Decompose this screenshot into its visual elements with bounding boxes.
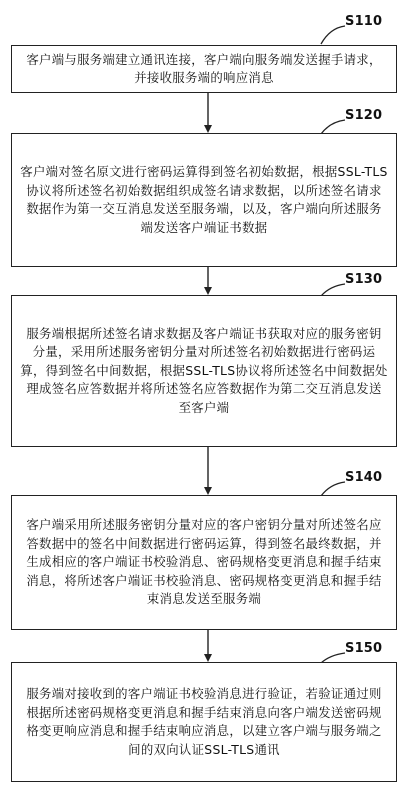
step-text-s110: 客户端与服务端建立通讯连接，客户端向服务端发送握手请求，并接收服务端的响应消息 xyxy=(26,51,382,85)
step-label-s150: S150 xyxy=(345,641,383,656)
step-text-s150: 服务端对接收到的客户端证书校验消息进行验证，若验证通过则根据所述密码规格变更消息和握手结束消息向客户端发送密码规格变更响应消息和握手结束响应消息，以建立客户端与服务端之间的双向认证SSL-TLS通讯 xyxy=(26,686,382,757)
step-text-s130: 服务端根据所述签名请求数据及客户端证书获取对应的服务密钥分量，采用所述服务密钥分量对所述签名初始数据进行密码运算，得到签名中间数据，根据SSL-TLS协议将所述签名中间数据处理成签名应答数据并将所述签名应答数据作为第二交互消息发送至客户端 xyxy=(20,325,388,415)
arrow-down-1 xyxy=(203,93,213,133)
step-text-s120: 客户端对签名原文进行密码运算得到签名初始数据，根据SSL-TLS协议将所述签名初始数据组织成签名请求数据，以所述签名请求数据作为第一交互消息发送至服务端，以及，客户端向所述服务端发送客户端证书数据 xyxy=(20,164,388,235)
step-box-s110 xyxy=(11,45,397,93)
step-box-s120 xyxy=(11,133,397,267)
arrow-down-4 xyxy=(203,630,213,662)
step-box-s140 xyxy=(11,495,397,630)
step-label-s120: S120 xyxy=(345,108,383,123)
leader-line-s110 xyxy=(318,24,348,46)
arrow-down-2 xyxy=(203,267,213,295)
step-label-s110: S110 xyxy=(345,14,383,29)
step-label-s140: S140 xyxy=(345,470,383,485)
step-box-s130 xyxy=(11,295,397,447)
step-text-s140: 客户端采用所述服务密钥分量对应的客户密钥分量对所述签名应答数据中的签名中间数据进行密码运算，得到签名最终数据，并生成相应的客户端证书校验消息、密码规格变更消息和握手结束消息，将所述客户端证书校验消息、密码规格变更消息和握手结束消息发送至服务端 xyxy=(26,517,382,607)
step-box-s150 xyxy=(11,662,397,782)
step-label-s130: S130 xyxy=(345,272,383,287)
arrow-down-3 xyxy=(203,447,213,495)
